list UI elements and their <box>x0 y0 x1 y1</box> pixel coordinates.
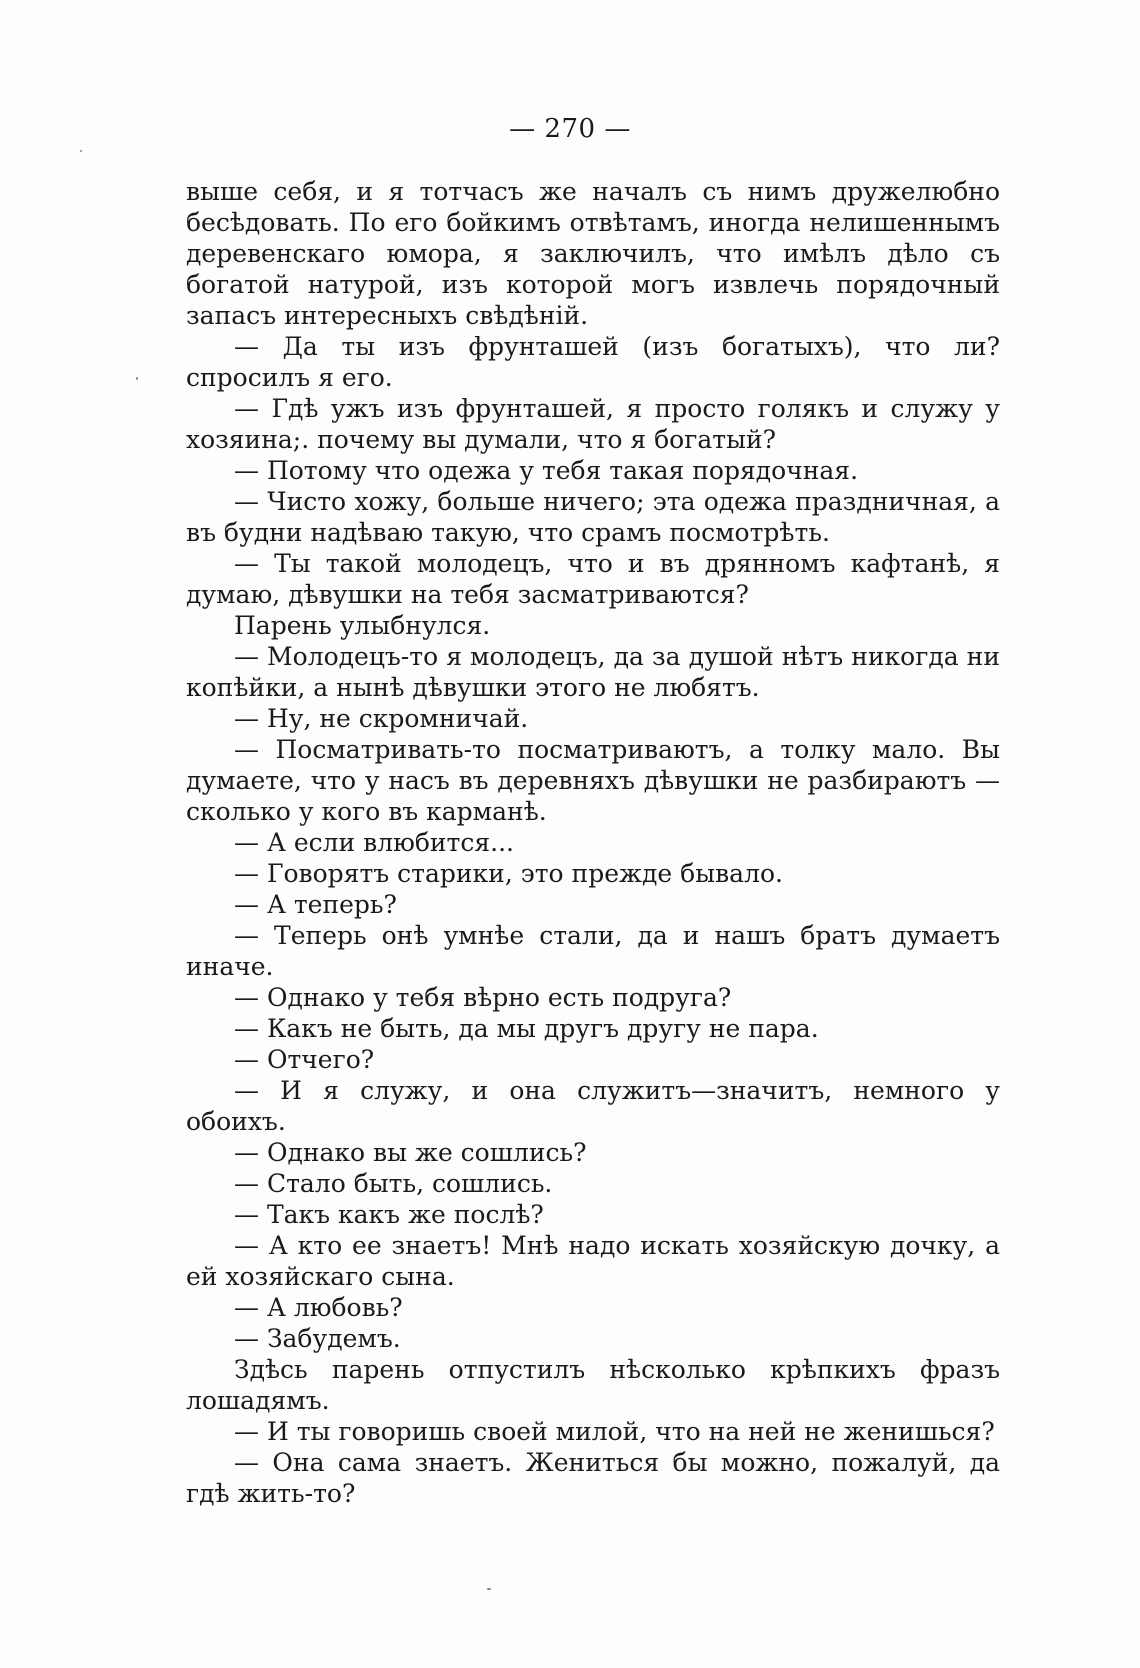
paragraph: — Забудемъ. <box>234 1324 401 1353</box>
paragraph: — Ну, не скромничай. <box>234 704 529 733</box>
paragraph: — Такъ какъ же послѣ? <box>234 1200 544 1229</box>
paragraph: — Чисто хожу, больше ничего; эта одежа праздничная, а въ будни надѣваю такую, что срамъ посмотрѣть. <box>186 487 1000 547</box>
paragraph: — И ты говоришь своей милой, что на ней не женишься? <box>234 1417 995 1446</box>
paragraph: — Ты такой молодецъ, что и въ дрянномъ кафтанѣ, я думаю, дѣвушки на тебя засматриваются? <box>186 549 1000 609</box>
scan-speck <box>136 377 138 380</box>
paragraph: — Да ты изъ фрунташей (изъ богатыхъ), что ли? спросилъ я его. <box>186 332 1000 392</box>
paragraph: — Теперь онѣ умнѣе стали, да и нашъ братъ думаетъ иначе. <box>186 921 1000 981</box>
paragraph: — Гдѣ ужъ изъ фрунташей, я просто голякъ и служу у хозяина;. почему вы думали, что я богатый? <box>186 394 1000 454</box>
scan-speck <box>487 1588 491 1590</box>
paragraph: — Какъ не быть, да мы другъ другу не пара. <box>234 1014 819 1043</box>
paragraph: — Отчего? <box>234 1045 375 1074</box>
paragraph: — А любовь? <box>234 1293 403 1322</box>
paragraph: — Говорятъ старики, это прежде бывало. <box>234 859 783 888</box>
page-body <box>186 176 1000 1509</box>
paragraph: — Стало быть, сошлись. <box>234 1169 553 1198</box>
paragraph: — А кто ее знаетъ! Мнѣ надо искать хозяйскую дочку, а ей хозяйскаго сына. <box>186 1231 1000 1291</box>
scan-speck <box>80 150 82 152</box>
paragraph: — Молодецъ-то я молодецъ, да за душой нѣтъ никогда ни копѣйки, а нынѣ дѣвушки этого не любятъ. <box>186 642 1000 702</box>
page-number: — 270 — <box>509 114 631 144</box>
paragraph: — Посматривать-то посматриваютъ, а толку мало. Вы думаете, что у насъ въ деревняхъ дѣвушки не разбираютъ — сколько у кого въ карманѣ. <box>186 735 1000 826</box>
paragraph: Парень улыбнулся. <box>234 611 491 640</box>
paragraph: — А теперь? <box>234 890 397 919</box>
paragraph: — Она сама знаетъ. Жениться бы можно, пожалуй, да гдѣ жить-то? <box>186 1448 1000 1508</box>
paragraph: — И я служу, и она служитъ—значитъ, немного у обоихъ. <box>186 1076 1000 1136</box>
paragraph: выше себя, и я тотчасъ же началъ съ нимъ дружелюбно бесѣдовать. По его бойкимъ отвѣтамъ, иногда нелишеннымъ деревенскаго юмора, я заключилъ, что имѣлъ дѣло съ богатой натурой, изъ которой могъ извлечь порядочный запасъ интересныхъ свѣдѣній. <box>186 177 1000 330</box>
paragraph: — Потому что одежа у тебя такая порядочная. <box>234 456 859 485</box>
paragraph: — Однако у тебя вѣрно есть подруга? <box>234 983 732 1012</box>
paragraph: — А если влюбится... <box>234 828 514 857</box>
paragraph: Здѣсь парень отпустилъ нѣсколько крѣпкихъ фразъ лошадямъ. <box>186 1355 1000 1415</box>
paragraph: — Однако вы же сошлись? <box>234 1138 587 1167</box>
